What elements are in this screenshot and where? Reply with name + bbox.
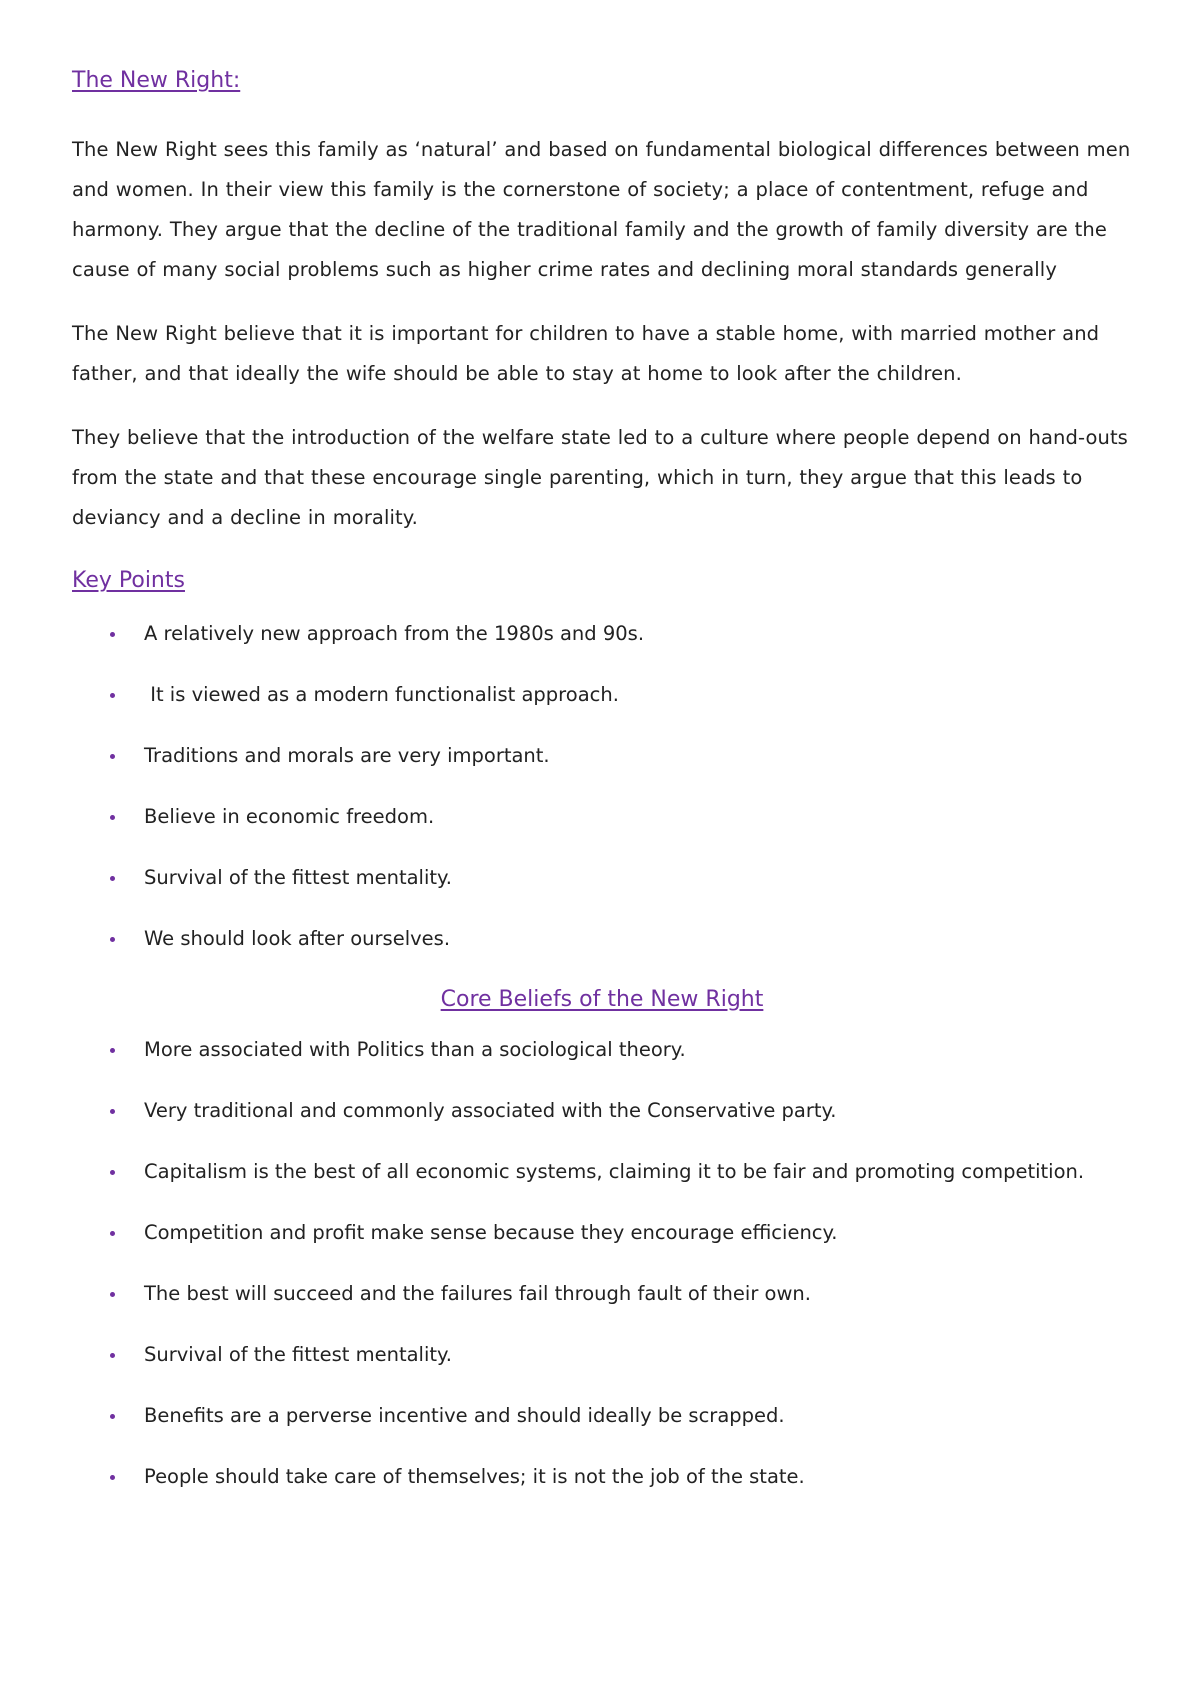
bullet-icon	[110, 754, 115, 759]
bullet-icon	[110, 1292, 115, 1297]
list-item	[72, 1098, 1132, 1124]
bullet-icon	[110, 815, 115, 820]
list-item	[72, 1464, 1132, 1490]
list-item-text: People should take care of themselves; it is not the job of the state.	[144, 1465, 805, 1489]
list-item-text: Very traditional and commonly associated with the Conservative party.	[144, 1099, 837, 1123]
paragraph-stable-home: The New Right believe that it is important for children to have a stable home, with married mother and father, and that ideally the wife should be able to stay at home to look after the children.	[72, 322, 1100, 386]
bullet-icon	[110, 876, 115, 881]
key-points-heading: Key Points	[72, 568, 185, 594]
list-item-text: Survival of the fittest mentality.	[144, 865, 452, 889]
list-item-text: Benefits are a perverse incentive and should ideally be scrapped.	[144, 1404, 785, 1428]
list-item	[72, 1220, 1132, 1246]
paragraph-welfare-state: They believe that the introduction of the welfare state led to a culture where people depend on hand-outs from the state and that these encourage single parenting, which in turn, they argue that this leads to deviancy and a decline in morality.	[72, 426, 1128, 530]
bullet-icon	[110, 1048, 115, 1053]
list-item-text: Survival of the fittest mentality.	[144, 1343, 452, 1367]
list-item	[72, 865, 1132, 891]
bullet-icon	[110, 1475, 115, 1480]
document-page	[72, 68, 1132, 1525]
bullet-icon	[110, 937, 115, 942]
list-item	[72, 804, 1132, 830]
list-item-text: Capitalism is the best of all economic systems, claiming it to be fair and promoting competition.	[144, 1160, 1085, 1184]
list-item	[72, 682, 1132, 708]
core-beliefs-heading: Core Beliefs of the New Right	[440, 986, 764, 1012]
list-item-text: It is viewed as a modern functionalist approach.	[144, 682, 619, 706]
bullet-icon	[110, 1353, 115, 1358]
bullet-icon	[110, 1109, 115, 1114]
list-item	[72, 1037, 1132, 1063]
list-item	[72, 743, 1132, 769]
section-title: The New Right:	[72, 68, 241, 93]
bullet-icon	[110, 1170, 115, 1175]
list-item	[72, 1281, 1132, 1307]
bullet-icon	[110, 1231, 115, 1236]
list-item-text: Believe in economic freedom.	[144, 804, 435, 828]
key-points-list	[72, 621, 1132, 952]
paragraph-family-natural: The New Right sees this family as ‘natural’ and based on fundamental biological differences between men and women. In their view this family is the cornerstone of society; a place of contentment, refuge and harmony. They argue that the decline of the traditional family and the growth of family diversity are the cause of many social problems such as higher crime rates and declining moral standards generally	[72, 138, 1131, 282]
bullet-icon	[110, 632, 115, 637]
list-item	[72, 621, 1132, 647]
list-item	[72, 1403, 1132, 1429]
list-item-text: Competition and profit make sense because they encourage efficiency.	[144, 1221, 838, 1245]
list-item	[72, 1159, 1132, 1185]
list-item-text: A relatively new approach from the 1980s and 90s.	[144, 621, 645, 645]
bullet-icon	[110, 693, 115, 698]
bullet-icon	[110, 1414, 115, 1419]
list-item-text: We should look after ourselves.	[144, 926, 451, 950]
list-item-text: The best will succeed and the failures fail through fault of their own.	[144, 1282, 811, 1306]
list-item	[72, 1342, 1132, 1368]
core-beliefs-list	[72, 1037, 1132, 1490]
list-item	[72, 926, 1132, 952]
list-item-text: Traditions and morals are very important.	[144, 743, 550, 767]
list-item-text: More associated with Politics than a sociological theory.	[144, 1038, 686, 1062]
